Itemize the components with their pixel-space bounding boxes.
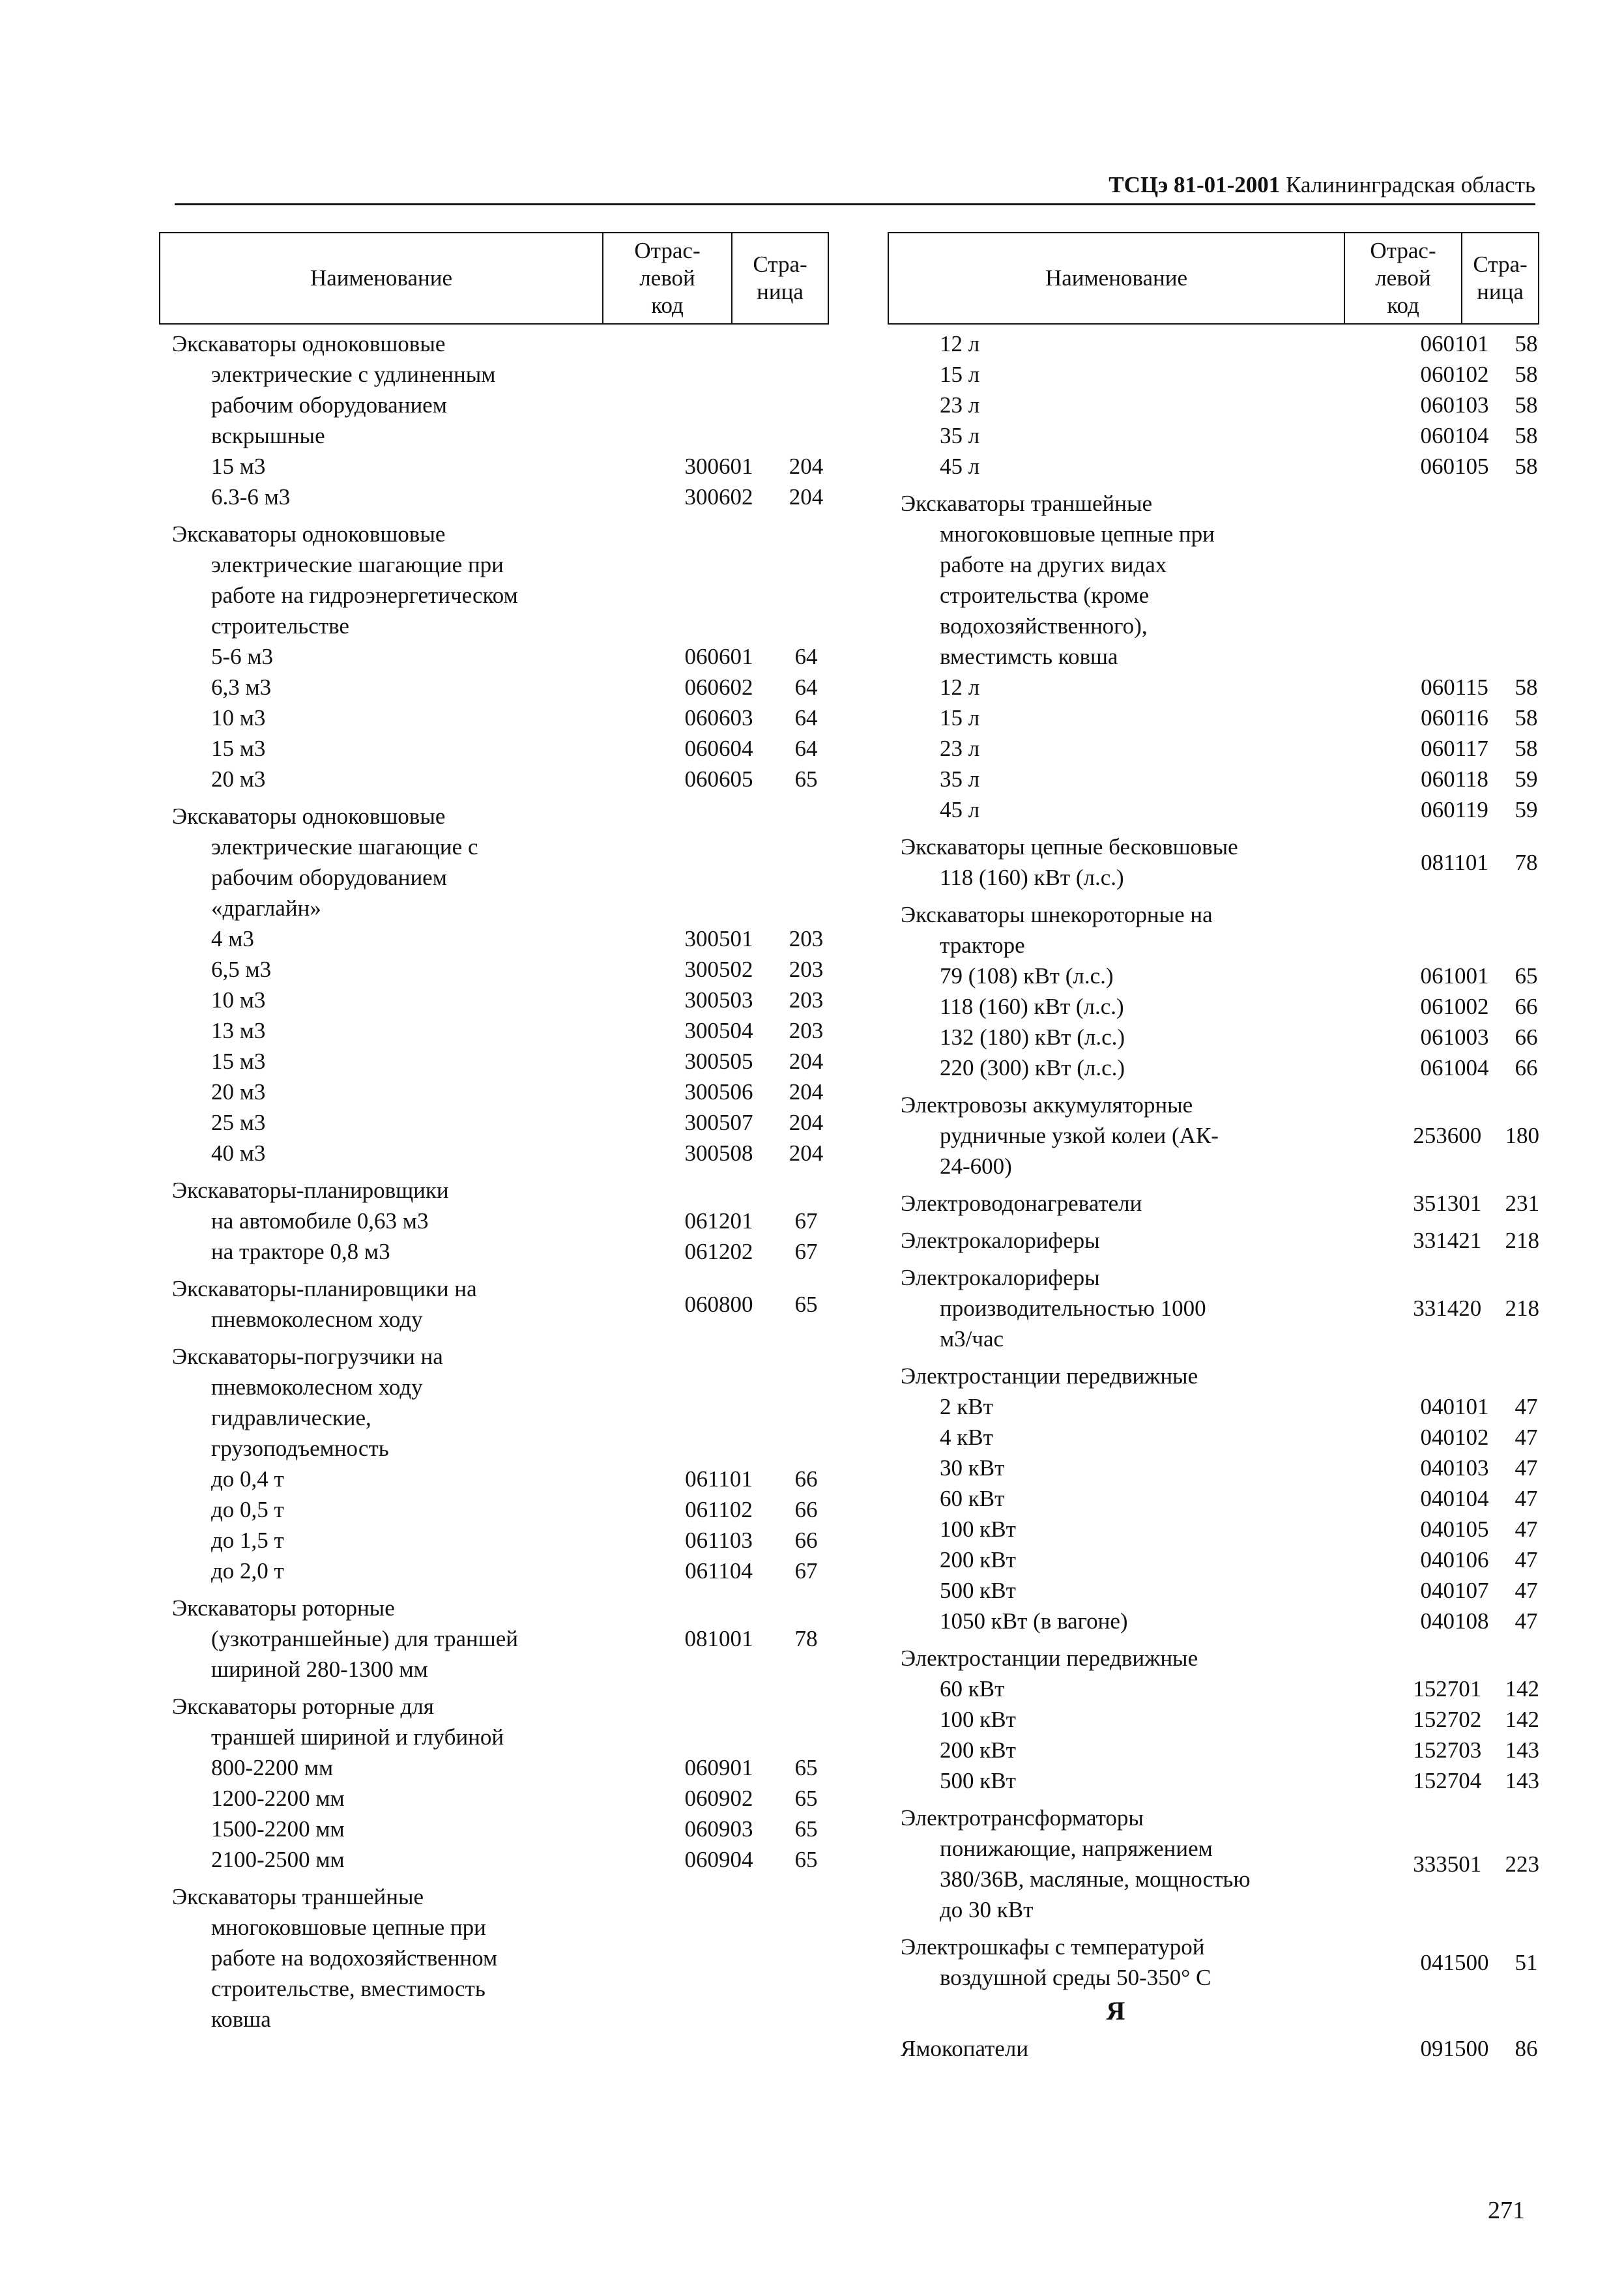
entry-page: 204 [789,1140,824,1166]
entry-name: 23 л [940,736,980,761]
entry-name: 220 (300) кВт (л.с.) [940,1055,1125,1080]
entry-code: 300501 [684,926,753,951]
header-name: Наименование [160,233,603,323]
entry-page: 204 [789,484,824,510]
entry-name: 10 м3 [211,705,266,731]
entry-name: 45 л [940,797,980,822]
index-row [159,1015,829,1046]
index-row [159,1844,829,1875]
entry-page: 47 [1515,1608,1538,1634]
entry-name: Ямокопатели [901,2036,1029,2061]
entry-page: 223 [1505,1851,1539,1877]
entry-page: 64 [794,736,818,761]
entry-code: 040107 [1420,1578,1489,1603]
index-row [888,1022,1539,1052]
entry-page: 142 [1505,1707,1539,1732]
index-row [888,991,1539,1022]
entry-name: 100 кВт [940,1707,1016,1732]
entry-name: 500 кВт [940,1768,1016,1793]
index-row [159,733,829,764]
entry-code: 061202 [684,1239,753,1264]
entry-page: 65 [794,1786,818,1811]
entry-name: 200 кВт [940,1547,1016,1573]
entry-page: 47 [1515,1578,1538,1603]
entry-code: 060105 [1420,454,1489,479]
entry-code: 152702 [1413,1707,1482,1732]
index-row [159,923,829,954]
entry-page: 47 [1515,1425,1538,1450]
entry-code: 060800 [684,1291,753,1317]
entry-code: 300508 [684,1140,753,1166]
index-row [159,1814,829,1844]
entry-code: 061103 [685,1528,753,1553]
entry-code: 060604 [684,736,753,761]
header-code: ТСЦэ 81-01-2001 [1109,172,1281,197]
entry-page: 65 [794,1816,818,1842]
header-code-col: Отрас- левой код [1345,233,1462,323]
entry-name: 132 (180) кВт (л.с.) [940,1024,1125,1050]
index-row [888,703,1539,733]
page-number: 271 [1488,2197,1525,2224]
header-code-col: Отрас- левой код [603,233,732,323]
entry-page: 231 [1505,1191,1539,1216]
entry-name: Экскаваторы цепные бесковшовые 118 (160) кВт (л.с.) [901,834,1238,890]
entry-code: 060115 [1421,674,1488,700]
entry-code: 040101 [1420,1394,1489,1419]
index-row [888,1090,1539,1181]
entry-name: 10 м3 [211,987,266,1013]
entry-name: 12 л [940,331,980,356]
entry-name: Экскаваторы-планировщики [172,1178,449,1203]
entry-name: 118 (160) кВт (л.с.) [940,994,1124,1019]
entry-page: 58 [1515,454,1538,479]
index-row [888,1052,1539,1083]
index-row [159,451,829,482]
entry-code: 333501 [1413,1851,1482,1877]
entry-name: 60 кВт [940,1486,1005,1511]
entry-code: 152704 [1413,1768,1482,1793]
index-column-right [888,232,1539,2064]
index-row [888,1225,1539,1256]
entry-code: 300507 [684,1110,753,1135]
index-row [888,794,1539,825]
entry-name: Экскаваторы траншейные многоковшовые цепные при работе на водохозяйственном строительстве, вместимость ковша [172,1884,498,2032]
header-page: Стра- ница [753,252,807,304]
entry-page: 204 [789,1110,824,1135]
entry-code: 300503 [684,987,753,1013]
entry-page: 47 [1515,1547,1538,1573]
entry-code: 060601 [684,644,753,669]
entry-page: 59 [1515,797,1538,822]
entry-page: 66 [1515,994,1538,1019]
entry-page: 204 [789,1079,824,1105]
entry-code: 060116 [1421,705,1488,731]
entry-code: 061201 [684,1208,753,1234]
index-row [888,488,1539,672]
entry-name: 60 кВт [940,1676,1005,1702]
entry-page: 58 [1515,736,1538,761]
entry-code: 253600 [1413,1123,1482,1148]
entry-page: 64 [794,705,818,731]
index-row [159,1881,829,2035]
entry-code: 300502 [684,957,753,982]
entry-name: 20 м3 [211,1079,266,1105]
index-row [159,672,829,703]
entry-code: 152701 [1413,1676,1482,1702]
entry-page: 47 [1515,1394,1538,1419]
entry-code: 060104 [1420,423,1489,448]
index-row [888,1932,1539,1993]
entry-code: 060103 [1420,392,1489,418]
entry-page: 66 [1515,1024,1538,1050]
header-region: Калининградская область [1286,172,1535,197]
entry-code: 060901 [684,1755,753,1780]
index-row [888,733,1539,764]
entry-code: 040104 [1420,1486,1489,1511]
entry-code: 060902 [684,1786,753,1811]
entry-name: 23 л [940,392,980,418]
entry-page: 58 [1515,423,1538,448]
index-row [888,961,1539,991]
entry-name: 800-2200 мм [211,1755,334,1780]
entry-name: 500 кВт [940,1578,1016,1603]
entry-name: 6.3-6 м3 [211,484,291,510]
index-row [888,1704,1539,1735]
entry-name: 5-6 м3 [211,644,274,669]
entry-name: Электростанции передвижные [901,1645,1198,1671]
index-row [159,519,829,641]
entry-name: Экскаваторы одноковшовые электрические с удлиненным рабочим оборудованием вскрышные [172,331,496,448]
entry-page: 58 [1515,392,1538,418]
index-row [159,1206,829,1236]
index-row [159,1175,829,1206]
entry-page: 203 [789,987,824,1013]
entry-name: 15 л [940,362,980,387]
entry-name: 12 л [940,674,980,700]
entry-page: 204 [789,1049,824,1074]
entry-page: 67 [794,1239,818,1264]
entry-name: Экскаваторы-погрузчики на пневмоколесном ходу гидравлические, грузоподъемность [172,1344,443,1461]
index-row [888,1453,1539,1483]
header-rule [175,203,1535,205]
index-row [888,1391,1539,1422]
entry-name: 2 кВт [940,1394,993,1419]
index-row [888,1483,1539,1514]
entry-code: 060118 [1421,766,1488,792]
index-row [888,1575,1539,1606]
header-name: Наименование [889,233,1345,323]
entry-name: 4 кВт [940,1425,993,1450]
section-letter: Я [1106,1996,1125,2025]
index-row [159,1691,829,1752]
index-row [159,703,829,733]
table-header [159,232,829,325]
entry-code: 081101 [1421,849,1488,875]
entry-page: 59 [1515,766,1538,792]
entry-code: 061004 [1420,1055,1489,1080]
entry-page: 143 [1505,1737,1539,1763]
header-page: Стра- ница [1473,252,1528,304]
entry-name: 15 л [940,705,980,731]
entry-name: Электрокалориферы [901,1228,1100,1253]
entry-page: 203 [789,1018,824,1043]
index-row [888,1422,1539,1453]
index-row [159,1464,829,1494]
entry-code: 300601 [684,454,753,479]
entry-code: 061002 [1420,994,1489,1019]
entry-page: 78 [794,1626,818,1651]
entry-name: Электровозы аккумуляторные рудничные узкой колеи (АК- 24-600) [901,1092,1219,1179]
entry-code: 091500 [1420,2036,1489,2061]
entry-code: 060903 [684,1816,753,1842]
entry-name: 35 л [940,423,980,448]
index-row [888,1735,1539,1765]
entry-page: 64 [794,644,818,669]
entry-name: 1050 кВт (в вагоне) [940,1608,1128,1634]
entry-code: 152703 [1413,1737,1482,1763]
entry-page: 204 [789,454,824,479]
table-header [888,232,1539,325]
entry-name: до 1,5 т [211,1528,284,1553]
index-row [159,954,829,985]
entry-name: Экскаваторы одноковшовые электрические шагающие при работе на гидроэнергетическом строительстве [172,521,518,639]
entry-name: Электротрансформаторы понижающие, напряжением 380/36В, масляные, мощностью до 30 кВт [901,1805,1251,1922]
entry-page: 67 [794,1558,818,1584]
entry-name: до 2,0 т [211,1558,284,1584]
index-row [159,764,829,794]
entry-page: 218 [1505,1296,1539,1321]
index-row [159,801,829,923]
index-row [888,420,1539,451]
entry-name: до 0,4 т [211,1466,284,1492]
entry-name: 4 м3 [211,926,254,951]
entry-code: 060119 [1421,797,1488,822]
entry-name: Экскаваторы-планировщики на пневмоколесном ходу [172,1276,477,1332]
entry-name: Электростанции передвижные [901,1363,1198,1389]
entry-code: 060101 [1420,331,1489,356]
index-row [888,1765,1539,1796]
entry-page: 180 [1505,1123,1539,1148]
entry-name: 100 кВт [940,1516,1016,1542]
entry-page: 203 [789,957,824,982]
entry-page: 203 [789,926,824,951]
entry-code: 331420 [1413,1296,1482,1321]
entry-page: 78 [1515,849,1538,875]
index-row [888,672,1539,703]
entry-code: 300602 [684,484,753,510]
entry-code: 040108 [1420,1608,1489,1634]
entry-name: 20 м3 [211,766,266,792]
entry-name: Электрошкафы с температурой воздушной среды 50-350° С [901,1934,1211,1990]
entry-name: 45 л [940,454,980,479]
index-row [159,985,829,1015]
entry-page: 66 [794,1528,818,1553]
index-row [888,1262,1539,1354]
entry-code: 061101 [685,1466,753,1492]
entry-code: 041500 [1420,1949,1489,1975]
index-row [159,1273,829,1335]
index-row [888,390,1539,420]
entry-page: 65 [794,1291,818,1317]
index-row [888,1544,1539,1575]
entry-name: Экскаваторы роторные для траншей шириной и глубиной [172,1694,504,1750]
entry-name: 40 м3 [211,1140,266,1166]
entry-page: 65 [794,1755,818,1780]
index-row [888,1606,1539,1636]
entry-page: 86 [1515,2036,1538,2061]
index-row [888,359,1539,390]
index-row [888,1803,1539,1925]
entry-page: 51 [1515,1949,1538,1975]
entry-code: 040102 [1420,1425,1489,1450]
index-row [888,1643,1539,1674]
entry-page: 65 [794,766,818,792]
entry-name: 79 (108) кВт (л.с.) [940,963,1114,989]
index-row [888,764,1539,794]
entry-name: 6,3 м3 [211,674,272,700]
entry-name: Экскаваторы шнекороторные на тракторе [901,902,1213,958]
entry-page: 58 [1515,331,1538,356]
entry-page: 58 [1515,705,1538,731]
entry-name: 13 м3 [211,1018,266,1043]
index-row [159,1494,829,1525]
index-row [159,1046,829,1077]
entry-name: 15 м3 [211,736,266,761]
entry-code: 040106 [1420,1547,1489,1573]
table-body-right [888,328,1539,2064]
entry-code: 060605 [684,766,753,792]
entry-name: Экскаваторы роторные (узкотраншейные) для траншей шириной 280-1300 мм [172,1595,518,1682]
entry-page: 218 [1505,1228,1539,1253]
index-row [159,1525,829,1556]
entry-name: 200 кВт [940,1737,1016,1763]
index-row [888,899,1539,961]
index-row [159,1077,829,1107]
running-header [175,171,1535,199]
entry-name: 1200-2200 мм [211,1786,345,1811]
index-row [159,1341,829,1464]
entry-code: 060102 [1420,362,1489,387]
entry-code: 300504 [684,1018,753,1043]
entry-code: 331421 [1413,1228,1482,1253]
entry-page: 67 [794,1208,818,1234]
entry-page: 58 [1515,362,1538,387]
index-row [159,1107,829,1138]
entry-page: 65 [794,1847,818,1872]
entry-name: Электрокалориферы производительностью 1000 м3/час [901,1265,1206,1352]
entry-code: 061102 [685,1497,753,1522]
entry-name: на автомобиле 0,63 м3 [211,1208,429,1234]
entry-page: 58 [1515,674,1538,700]
entry-name: на тракторе 0,8 м3 [211,1239,390,1264]
index-row [888,1361,1539,1391]
entry-page: 47 [1515,1455,1538,1481]
index-row [159,328,829,451]
index-row [159,1783,829,1814]
index-row [159,1752,829,1783]
entry-page: 66 [1515,1055,1538,1080]
table-body-left [159,328,829,2035]
entry-code: 300505 [684,1049,753,1074]
index-row [159,1236,829,1267]
index-column-left [159,232,829,2035]
entry-name: 2100-2500 мм [211,1847,345,1872]
index-row [888,1188,1539,1219]
entry-page: 47 [1515,1486,1538,1511]
index-row [888,832,1539,893]
entry-code: 081001 [684,1626,753,1651]
index-row [159,641,829,672]
index-row [888,2033,1539,2064]
index-row [888,451,1539,482]
index-row [159,482,829,512]
entry-name: 6,5 м3 [211,957,272,982]
entry-name: 30 кВт [940,1455,1005,1481]
entry-page: 47 [1515,1516,1538,1542]
entry-page: 66 [794,1466,818,1492]
entry-name: до 0,5 т [211,1497,284,1522]
entry-code: 040105 [1420,1516,1489,1542]
index-row [159,1593,829,1685]
entry-code: 060904 [684,1847,753,1872]
entry-code: 061001 [1420,963,1489,989]
entry-code: 300506 [684,1079,753,1105]
entry-code: 061104 [685,1558,753,1584]
entry-code: 060117 [1421,736,1488,761]
entry-code: 060603 [684,705,753,731]
entry-page: 66 [794,1497,818,1522]
entry-name: 1500-2200 мм [211,1816,345,1842]
index-row [888,1514,1539,1544]
entry-page: 143 [1505,1768,1539,1793]
entry-page: 65 [1515,963,1538,989]
entry-code: 040103 [1420,1455,1489,1481]
entry-name: 15 м3 [211,1049,266,1074]
entry-page: 64 [794,674,818,700]
entry-name: Экскаваторы одноковшовые электрические шагающие с рабочим оборудованием «драглайн» [172,804,478,921]
index-row [159,1138,829,1168]
index-row [888,1674,1539,1704]
entry-name: 25 м3 [211,1110,266,1135]
entry-code: 060602 [684,674,753,700]
entry-name: Электроводонагреватели [901,1191,1142,1216]
index-row [159,1556,829,1586]
entry-name: 15 м3 [211,454,266,479]
entry-code: 061003 [1420,1024,1489,1050]
entry-page: 142 [1505,1676,1539,1702]
entry-name: Экскаваторы траншейные многоковшовые цепные при работе на других видах строительства (кроме водохозяйственного), вместимсть ковша [901,491,1215,669]
index-row [888,328,1539,359]
entry-code: 351301 [1413,1191,1482,1216]
entry-name: 35 л [940,766,980,792]
